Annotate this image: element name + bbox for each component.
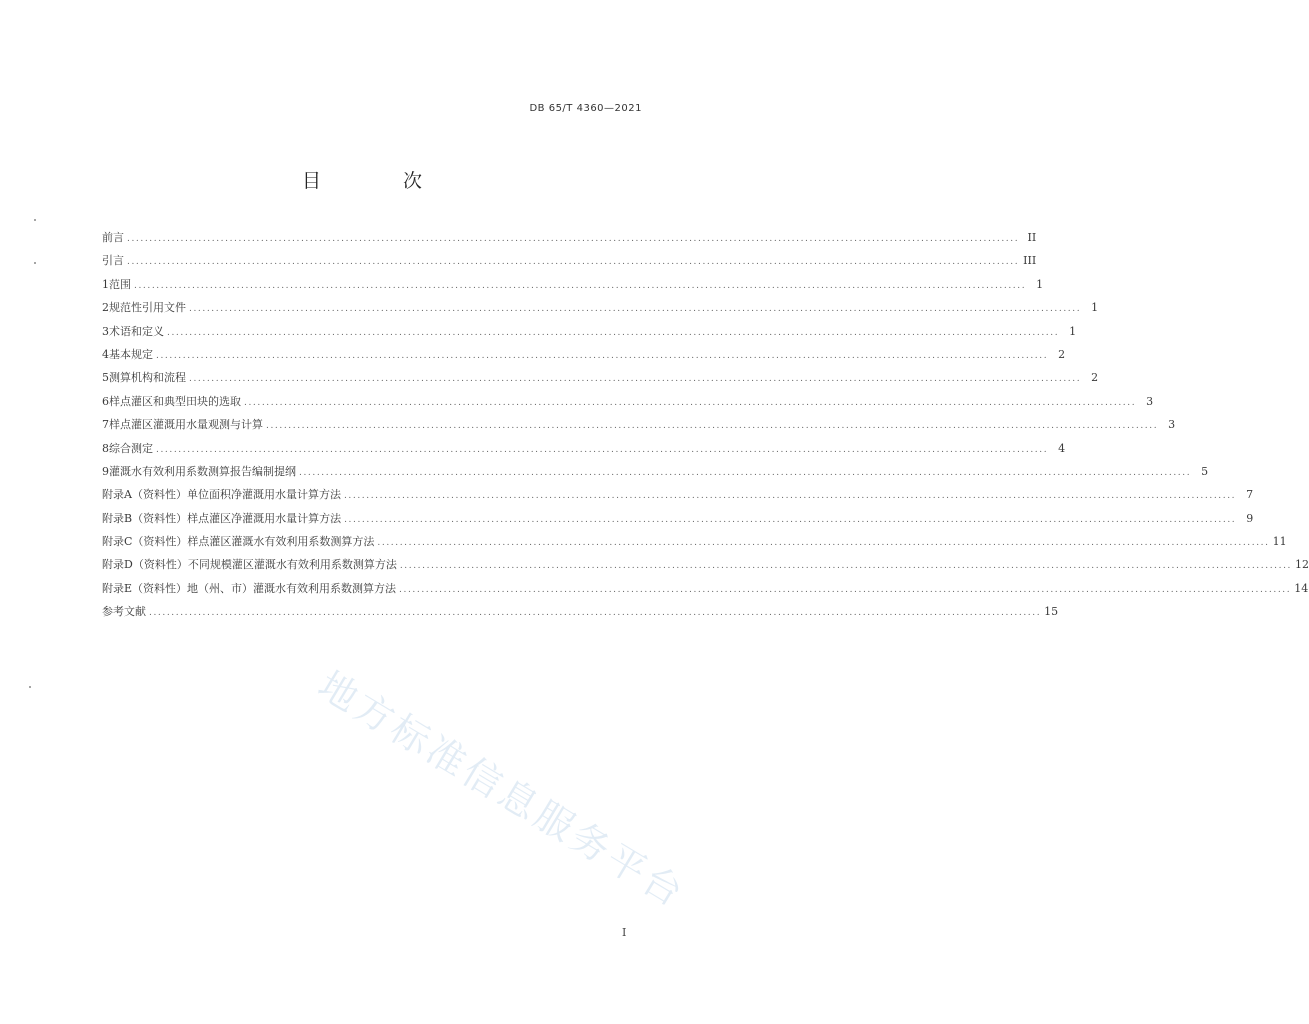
toc-leader-dots: ........................................................................................................................................................................................................ bbox=[127, 234, 1020, 244]
toc-entry[interactable] bbox=[102, 440, 1066, 463]
toc-entry-number: 4 bbox=[102, 347, 109, 361]
page-number: I bbox=[622, 926, 627, 939]
toc-entry-label: 参考文献 bbox=[102, 605, 146, 619]
toc-entry[interactable] bbox=[102, 416, 1176, 439]
toc-leader-dots: ........................................................................................................................................................................................................ bbox=[189, 304, 1082, 315]
toc-entry-number: 附录B（资料性） bbox=[102, 511, 188, 525]
toc-entry-page: 2 bbox=[1058, 347, 1066, 361]
toc-entry-number: 5 bbox=[102, 371, 109, 385]
toc-entry-page: 11 bbox=[1272, 535, 1287, 549]
toc-entry-number: 8 bbox=[102, 441, 109, 455]
toc-entry-page: 7 bbox=[1246, 488, 1254, 502]
document-code: DB 65/T 4360—2021 bbox=[529, 103, 642, 114]
toc-entry-page: 15 bbox=[1044, 605, 1059, 619]
toc-leader-dots: ........................................................................................................................................................................................................ bbox=[189, 374, 1082, 385]
toc-leader-dots: ........................................................................................................................................................................................................ bbox=[127, 257, 1020, 268]
toc-leader-dots: ........................................................................................................................................................................................................ bbox=[156, 444, 1049, 455]
toc-entry-label: 范围 bbox=[109, 277, 131, 291]
toc-entry-label: 样点灌区灌溉用水量观测与计算 bbox=[109, 418, 263, 432]
toc-entry-page: 3 bbox=[1146, 394, 1154, 408]
toc-entry[interactable] bbox=[102, 533, 1287, 556]
toc-entry-label: 综合测定 bbox=[109, 441, 153, 455]
toc-entry[interactable] bbox=[102, 580, 1309, 603]
toc-entry-number: 7 bbox=[102, 418, 109, 432]
toc-entry-page: 4 bbox=[1058, 441, 1066, 455]
scan-speck bbox=[34, 262, 36, 264]
toc-entry-label: 地（州、市）灌溉水有效利用系数测算方法 bbox=[187, 581, 397, 595]
toc-entry[interactable] bbox=[102, 603, 1059, 626]
toc-entry-label: 测算机构和流程 bbox=[109, 371, 186, 385]
toc-leader-dots: ........................................................................................................................................................................................................ bbox=[343, 491, 1237, 502]
toc-entry[interactable] bbox=[102, 369, 1099, 392]
toc-entry-page: 5 bbox=[1201, 464, 1209, 478]
toc-leader-dots: ........................................................................................................................................................................................................ bbox=[399, 584, 1292, 595]
toc-entry[interactable] bbox=[102, 510, 1254, 533]
toc-entry[interactable] bbox=[102, 463, 1209, 486]
toc-leader-dots: ........................................................................................................................................................................................................ bbox=[134, 280, 1027, 291]
scan-speck bbox=[29, 686, 31, 688]
toc-entry-number: 附录E（资料性） bbox=[102, 581, 188, 595]
toc-entry-label: 不同规模灌区灌溉水有效利用系数测算方法 bbox=[187, 558, 397, 572]
toc-entry[interactable] bbox=[102, 276, 1044, 299]
toc-entry-page: 3 bbox=[1168, 418, 1176, 432]
toc-leader-dots: ........................................................................................................................................................................................................ bbox=[399, 561, 1292, 572]
toc-entry-page: 1 bbox=[1091, 301, 1099, 315]
toc-entry-label: 单位面积净灌溉用水量计算方法 bbox=[186, 488, 341, 502]
toc-entry-label: 样点灌区灌溉水有效利用系数测算方法 bbox=[187, 535, 375, 549]
toc-entry-page: 9 bbox=[1246, 511, 1254, 525]
toc-entry[interactable] bbox=[102, 393, 1154, 416]
toc-entry-number: 2 bbox=[102, 301, 109, 315]
toc-entry-number: 1 bbox=[102, 277, 109, 291]
toc-leader-dots: ........................................................................................................................................................................................................ bbox=[377, 538, 1270, 549]
toc-entry-page: 1 bbox=[1036, 277, 1044, 291]
toc-entry-page: 1 bbox=[1069, 324, 1077, 338]
toc-entry[interactable] bbox=[102, 252, 1037, 275]
toc-entry-number: 3 bbox=[102, 324, 109, 338]
watermark: 地方标准信息服务平台 bbox=[310, 662, 694, 917]
toc-leader-dots: ........................................................................................................................................................................................................ bbox=[344, 514, 1237, 525]
toc-entry-number: 附录C（资料性） bbox=[102, 535, 188, 549]
toc-entry-number: 附录A（资料性） bbox=[102, 488, 187, 502]
toc-entry-number: 6 bbox=[102, 394, 109, 408]
toc-entry[interactable] bbox=[102, 323, 1077, 346]
toc-entry-label: 基本规定 bbox=[109, 347, 153, 361]
toc-entry-page: 2 bbox=[1091, 371, 1099, 385]
toc-entry-label: 前言 bbox=[102, 231, 124, 244]
toc-entry[interactable] bbox=[102, 299, 1099, 322]
toc-leader-dots: ........................................................................................................................................................................................................ bbox=[149, 608, 1042, 619]
toc-leader-dots: ........................................................................................................................................................................................................ bbox=[244, 397, 1137, 408]
toc-leader-dots: ........................................................................................................................................................................................................ bbox=[156, 350, 1049, 361]
toc-leader-dots: ........................................................................................................................................................................................................ bbox=[299, 467, 1192, 478]
toc-entry[interactable] bbox=[102, 486, 1254, 509]
toc-entry[interactable] bbox=[102, 229, 1037, 252]
scan-speck bbox=[34, 219, 36, 221]
toc-leader-dots: ........................................................................................................................................................................................................ bbox=[167, 327, 1060, 338]
toc-entry-label: 样点灌区净灌溉用水量计算方法 bbox=[187, 511, 342, 525]
table-of-contents bbox=[102, 229, 1309, 627]
toc-entry-page: II bbox=[1027, 231, 1037, 244]
toc-entry-page: 14 bbox=[1294, 581, 1309, 595]
toc-entry-label: 样点灌区和典型田块的选取 bbox=[109, 394, 241, 408]
toc-entry-label: 灌溉水有效利用系数测算报告编制提纲 bbox=[109, 464, 296, 478]
toc-entry-page: 12 bbox=[1295, 558, 1309, 572]
toc-entry[interactable] bbox=[102, 556, 1309, 579]
toc-title: 目 次 bbox=[301, 170, 461, 192]
toc-entry-label: 规范性引用文件 bbox=[109, 301, 186, 315]
toc-entry-number: 9 bbox=[102, 464, 109, 478]
toc-entry[interactable] bbox=[102, 346, 1066, 369]
toc-entry-page: III bbox=[1023, 254, 1037, 268]
toc-entry-number: 附录D（资料性） bbox=[102, 558, 188, 572]
toc-leader-dots: ........................................................................................................................................................................................................ bbox=[266, 421, 1159, 432]
toc-entry-label: 术语和定义 bbox=[109, 324, 164, 338]
toc-entry-label: 引言 bbox=[102, 254, 124, 268]
